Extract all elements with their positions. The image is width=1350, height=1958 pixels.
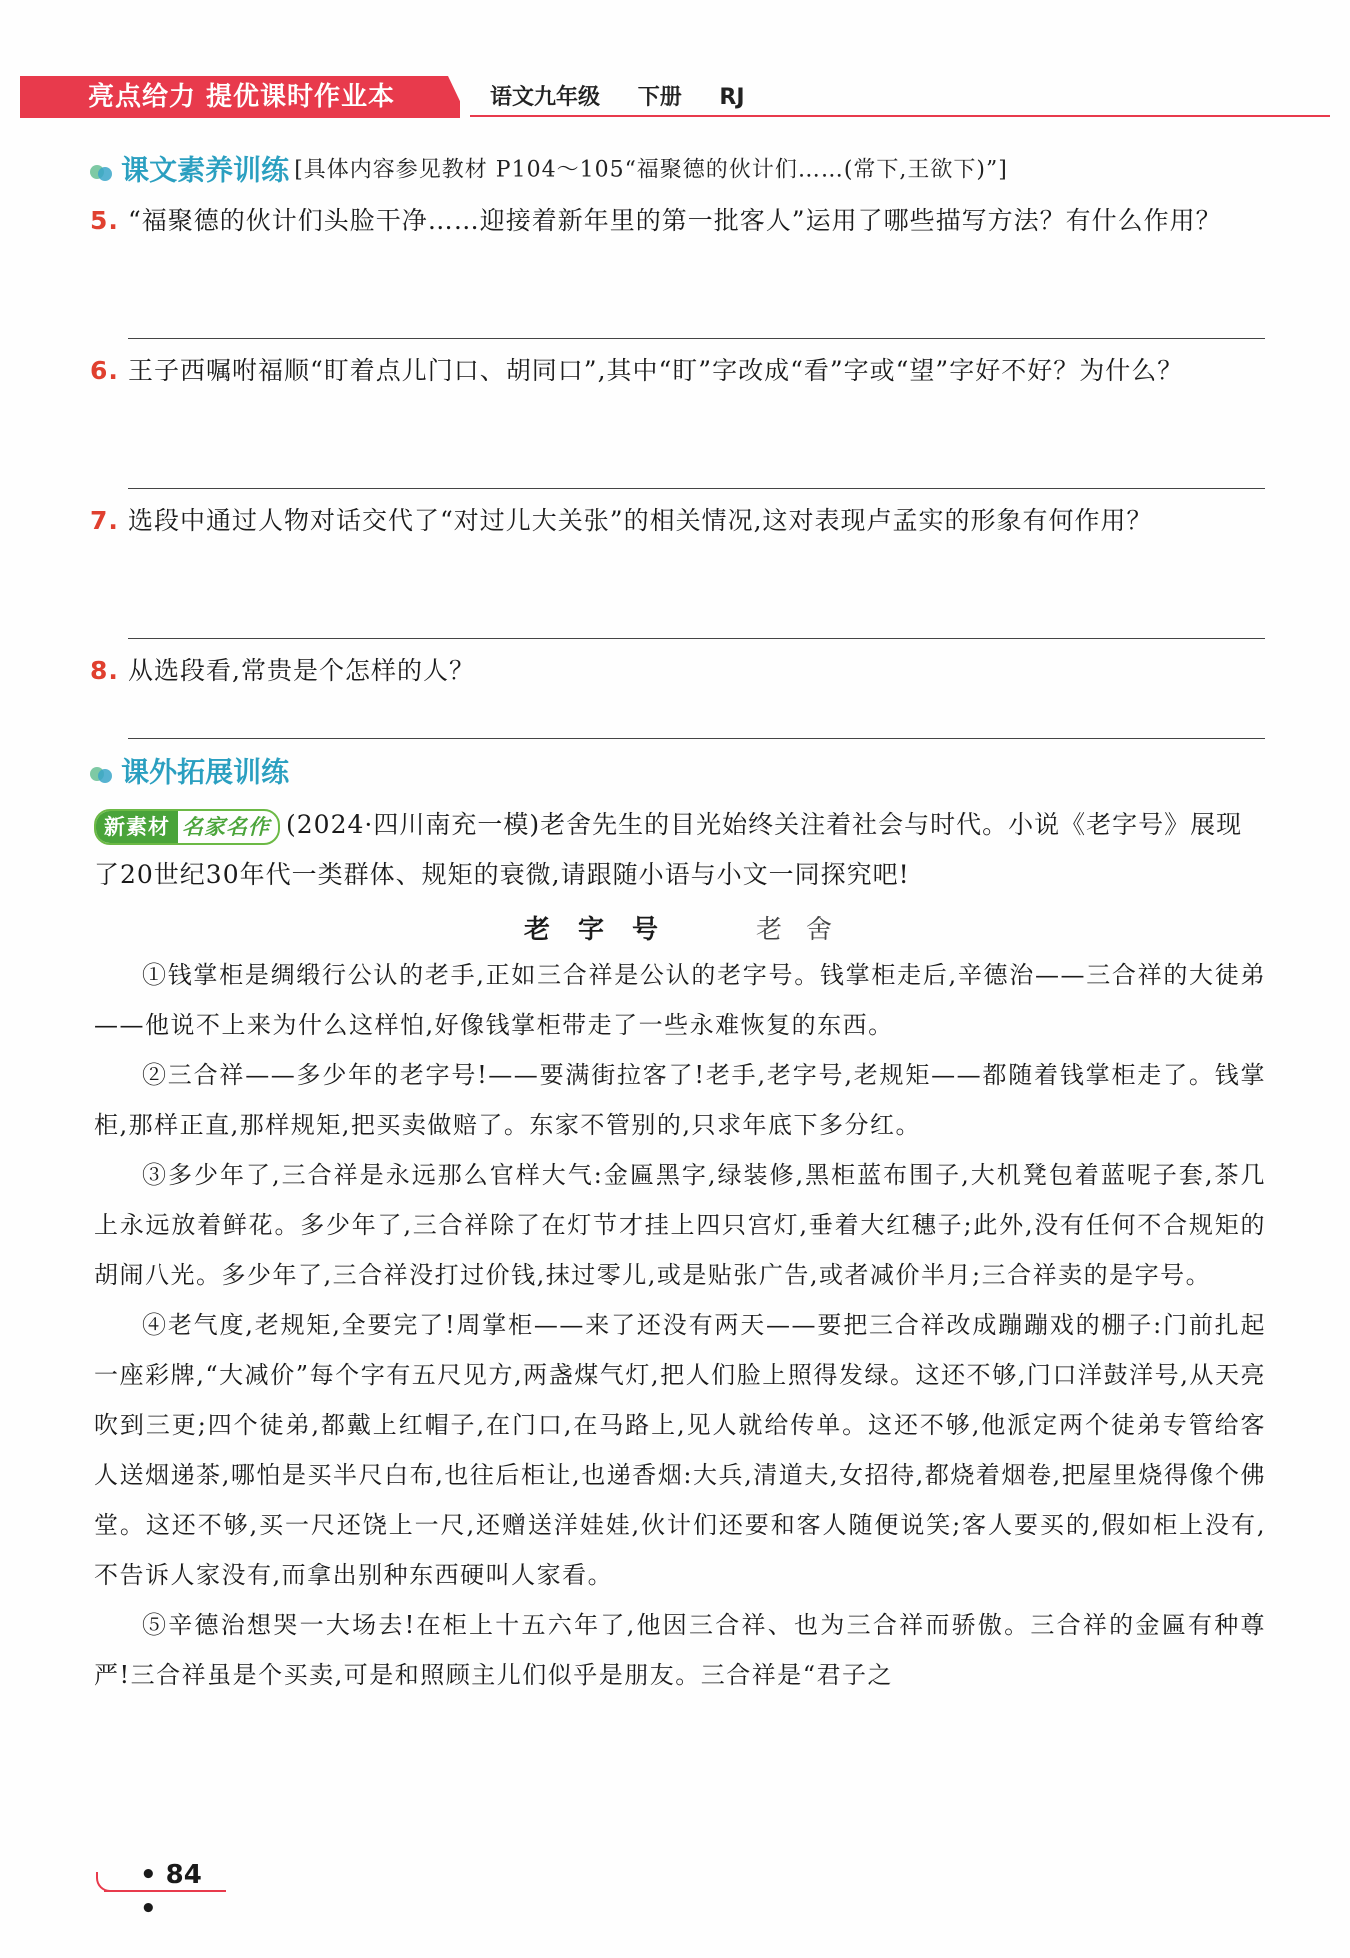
story-title	[0, 910, 1350, 950]
question-5	[90, 196, 1265, 246]
story-paragraph-2: ②三合祥——多少年的老字号!——要满街拉客了!老手,老字号,老规矩——都随着钱掌柜走了。钱掌柜,那样正直,那样规矩,把买卖做赔了。东家不管别的,只求年底下多分红。	[94, 1061, 1266, 1139]
question-text: 王子西嘱咐福顺“盯着点儿门口、胡同口”,其中“盯”字改成“看”字或“望”字好不好？为什么？	[128, 356, 1184, 385]
story-paragraph-4: ④老气度,老规矩,全要完了!周掌柜——来了还没有两天——要把三合祥改成蹦蹦戏的棚子:门前扎起一座彩牌,“大减价”每个字有五尺见方,两盏煤气灯,把人们脸上照得发绿。这还不够,门口洋鼓洋号,从天亮吹到三更;四个徒弟,都戴上红帽子,在门口,在马路上,见人就给传单。这还不够,他派定两个徒弟专管给客人送烟递茶,哪怕是买半尺白布,也往后柜让,也递香烟:大兵,清道夫,女招待,都烧着烟卷,把屋里烧得像个佛堂。这还不够,买一尺还饶上一尺,还赠送洋娃娃,伙计们还要和客人随便说笑;客人要买的,假如柜上没有,不告诉人家没有,而拿出别种东西硬叫人家看。	[94, 1311, 1266, 1589]
question-text: “福聚德的伙计们头脸干净……迎接着新年里的第一批客人”运用了哪些描写方法？有什么作用？	[128, 206, 1222, 235]
header-subject-grade: 语文九年级	[490, 85, 601, 110]
header-volume: 下册	[637, 85, 682, 110]
footer-swoosh	[96, 1872, 124, 1892]
story-author: 老舍	[756, 915, 857, 945]
question-number: 7.	[90, 506, 119, 535]
section-reference: [具体内容参见教材 P104～105“福聚德的伙计们……(常下,王欲下)”]	[294, 157, 1008, 183]
bubble-icon	[90, 161, 112, 181]
answer-line-5[interactable]	[128, 338, 1265, 339]
question-number: 6.	[90, 356, 119, 385]
question-text: 从选段看,常贵是个怎样的人？	[128, 656, 475, 685]
bubble-icon	[90, 763, 112, 783]
header-edition: RJ	[719, 85, 745, 110]
header-subject	[490, 82, 775, 114]
page-header	[20, 76, 1330, 118]
story-body	[94, 950, 1266, 1700]
story-paragraph-3: ③多少年了,三合祥是永远那么官样大气:金匾黑字,绿装修,黑柜蓝布围子,大机凳包着蓝呢子套,茶几上永远放着鲜花。多少年了,三合祥除了在灯节才挂上四只宫灯,垂着大红穗子;此外,没有任何不合规矩的胡闹八光。多少年了,三合祥没打过价钱,抹过零儿,或是贴张广告,或者减价半月;三合祥卖的是字号。	[94, 1161, 1266, 1289]
header-rule	[470, 115, 1330, 117]
page-number: • 84 •	[140, 1860, 202, 1924]
answer-line-8[interactable]	[128, 738, 1265, 739]
new-material-badge: 新素材 名家名作	[94, 809, 280, 845]
question-8	[90, 646, 1265, 696]
question-number: 5.	[90, 206, 119, 235]
section-title: 课外拓展训练	[121, 755, 290, 789]
story-paragraph-5: ⑤辛德治想哭一大场去!在柜上十五六年了,他因三合祥、也为三合祥而骄傲。三合祥的金匾有种尊严!三合祥虽是个买卖,可是和照顾主儿们似乎是朋友。三合祥是“君子之	[94, 1611, 1266, 1689]
question-7	[90, 496, 1265, 546]
story-intro	[94, 800, 1266, 900]
answer-line-7[interactable]	[128, 638, 1265, 639]
intro-text: (2024·四川南充一模)老舍先生的目光始终关注着社会与时代。小说《老字号》展现了20世纪30年代一类群体、规矩的衰微,请跟随小语与小文一同探究吧!	[94, 810, 1243, 889]
section-heading-textbook	[90, 150, 1008, 190]
story-title-text: 老字号	[523, 915, 686, 945]
story-paragraph-1: ①钱掌柜是绸缎行公认的老手,正如三合祥是公认的老字号。钱掌柜走后,辛德治——三合祥的大徒弟——他说不上来为什么这样怕,好像钱掌柜带走了一些永难恢复的东西。	[94, 961, 1266, 1039]
section-heading-extension	[90, 752, 289, 792]
question-number: 8.	[90, 656, 119, 685]
question-text: 选段中通过人物对话交代了“对过儿大关张”的相关情况,这对表现卢孟实的形象有何作用？	[128, 506, 1153, 535]
answer-line-6[interactable]	[128, 488, 1265, 489]
question-6	[90, 346, 1265, 396]
page-footer	[96, 1858, 226, 1924]
section-title: 课文素养训练	[121, 153, 290, 187]
header-brand: 亮点给力 提优课时作业本	[88, 82, 396, 112]
